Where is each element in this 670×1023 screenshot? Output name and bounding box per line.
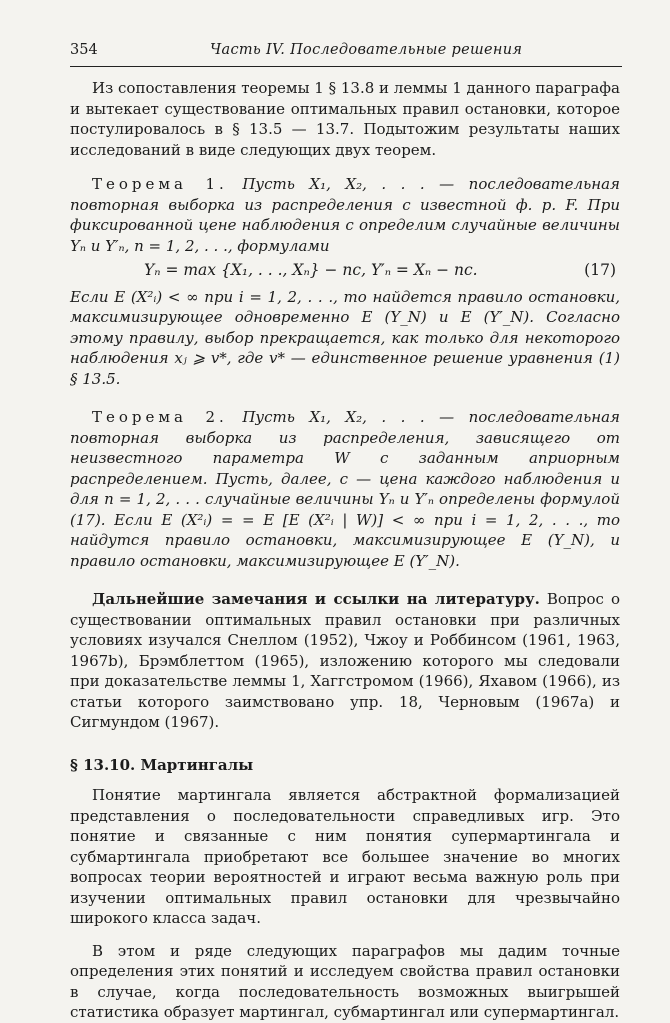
page-body	[70, 78, 620, 1023]
theorem-2	[70, 407, 620, 571]
intro-paragraph: Из сопоставления теоремы 1 § 13.8 и леммы 1 данного параграфа и вытекает существование оптимальных правил остановки, которое постулировалось в § 13.5 — 13.7. Подытожим результаты наших исследований в виде следующих двух теорем.	[70, 79, 620, 159]
section-title: § 13.10. Мартингалы	[70, 755, 254, 774]
page-number: 354	[70, 42, 98, 58]
header-rule	[70, 66, 622, 67]
formula-17-number: (17)	[584, 261, 616, 279]
theorem-1-continuation: Если E (X²ᵢ) < ∞ при i = 1, 2, . . ., то найдется правило остановки, максимизирующее одновременно E (Y_N) и E (Y′_N). Согласно этому правилу, выбор прекращается, как только для некоторого наблюдения xⱼ ⩾ v*, где v* — единственное решение уравнения (1) § 13.5.	[70, 287, 620, 388]
section-paragraph-2: В этом и ряде следующих параграфов мы дадим точные определения этих понятий и исследуем свойства правил остановки в случае, когда последовательность возможных выигрышей статистика образует мартингал, субмартингал или супермартингал.	[70, 941, 620, 1021]
running-title: Часть IV. Последовательные решения	[210, 42, 523, 58]
remarks-paragraph	[70, 589, 620, 733]
theorem-2-label: Теорема 2.	[92, 408, 228, 426]
formula-17	[70, 260, 620, 281]
theorem-1	[70, 174, 620, 256]
remarks-heading: Дальнейшие замечания и ссылки на литературу.	[92, 590, 540, 608]
formula-17-expression: Yₙ = max {X₁, . . ., Xₙ} − nc, Y′ₙ = Xₙ − nc.	[144, 261, 478, 279]
remarks-text: Вопрос о существовании оптимальных правил остановки при различных условиях изучался Снеллом (1952), Чжоу и Роббинсом (1961, 1963, 1967b), Брэмблеттом (1965), изложению которого мы следовали при доказательстве леммы 1, Хаггстромом (1966), Яхавом (1966), из статьи которого заимствовано упр. 18, Черновым (1967a) и Сигмундом (1967).	[70, 590, 620, 731]
section-paragraph-1: Понятие мартингала является абстрактной формализацией представления о последовательности справедливых игр. Это понятие и связанные с ним понятия супермартингала и субмартингала приобретают все большее значение во многих вопросах теории вероятностей и играют весьма важную роль при изучении оптимальных правил остановки для чрезвычайно широкого класса задач.	[70, 786, 620, 927]
theorem-2-statement: Пусть X₁, X₂, . . . — последовательная повторная выборка из распределения, зависящего от неизвестного параметра W с заданным априорным распределением. Пусть, далее, c — цена каждого наблюдения и для n = 1, 2, . . . случайные величины Yₙ и Y′ₙ определены формулой (17). Если E (X²ᵢ) = = E [E (X²ᵢ | W)] < ∞ при i = 1, 2, . . ., то найдутся правило остановки, максимизирующее E (Y_N), и правило остановки, максимизирующее E (Y′_N).	[70, 408, 620, 570]
theorem-1-label: Теорема 1.	[92, 175, 228, 193]
theorem-1-statement: Пусть X₁, X₂, . . . — последовательная повторная выборка из распределения с известной ф. р. F. При фиксированной цене наблюдения c определим случайные величины Yₙ и Y′ₙ, n = 1, 2, . . ., формулами	[70, 175, 620, 255]
